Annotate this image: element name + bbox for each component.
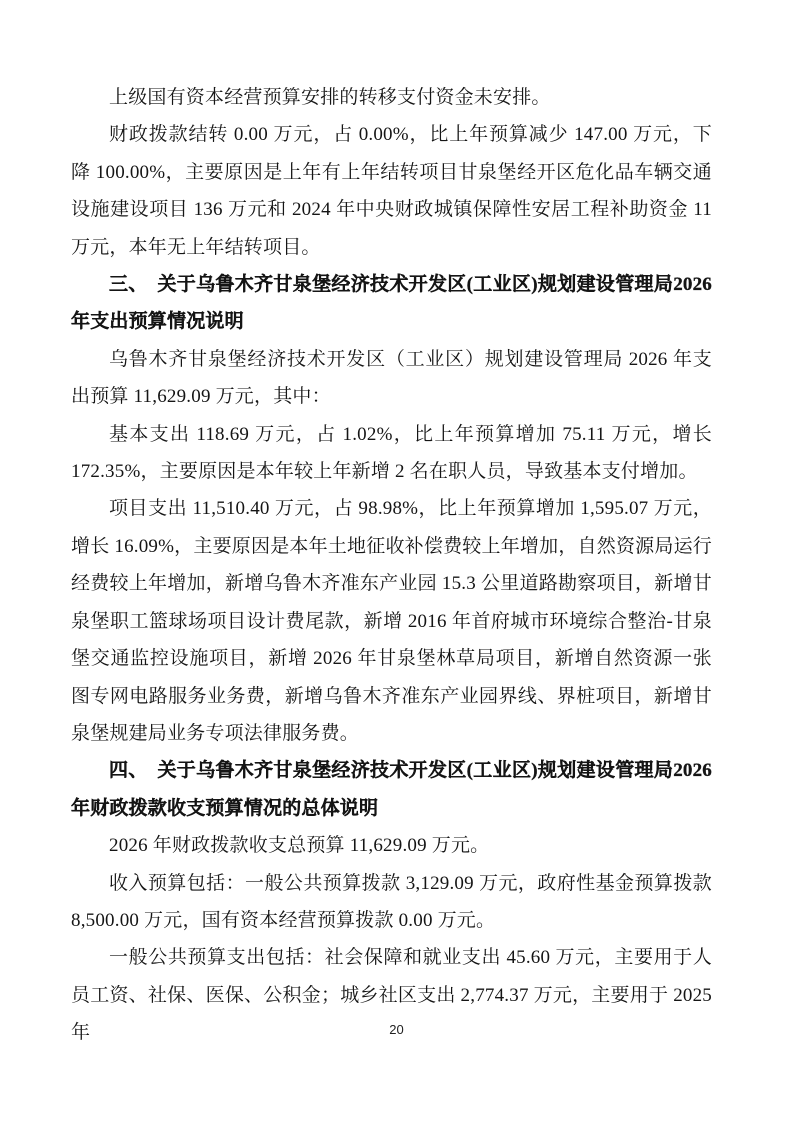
paragraph: 基本支出 118.69 万元，占 1.02%，比上年预算增加 75.11 万元，增长 172.35%，主要原因是本年较上年新增 2 名在职人员，导致基本支付增加。	[71, 423, 712, 483]
paragraph: 项目支出 11,510.40 万元，占 98.98%，比上年预算增加 1,595.07 万元，增长 16.09%，主要原因是本年土地征收补偿费较上年增加，自然资源局运行经费较上年增加，新增乌鲁木齐准东产业园 15.3 公里道路勘察项目，新增甘泉堡职工篮球场项目设计费尾款，新增 2016 年首府城市环境综合整治-甘泉堡交通监控设施项目，新增 2026 年甘泉堡林草局项目，新增自然资源一张图专网电路服务业务费，新增乌鲁木齐准东产业园界线、界桩项目，新增甘泉堡规建局业务专项法律服务费。	[71, 498, 712, 744]
section-heading: 三、 关于乌鲁木齐甘泉堡经济技术开发区(工业区)规划建设管理局2026年支出预算情况说明	[71, 274, 712, 333]
paragraph: 2026 年财政拨款收支总预算 11,629.09 万元。	[109, 835, 490, 857]
page-number: 20	[389, 1022, 404, 1037]
paragraph: 财政拨款结转 0.00 万元，占 0.00%，比上年预算减少 147.00 万元，下降 100.00%，主要原因是上年有上年结转项目甘泉堡经开区危化品车辆交通设施建设项目 136 万元和 2024 年中央财政城镇保障性安居工程补助资金 11 万元，本年无上年结转项目。	[71, 124, 712, 258]
document-body	[71, 79, 712, 1052]
page-footer	[0, 1022, 793, 1037]
section-heading: 四、 关于乌鲁木齐甘泉堡经济技术开发区(工业区)规划建设管理局2026年财政拨款收支预算情况的总体说明	[71, 760, 712, 819]
paragraph: 一般公共预算支出包括：社会保障和就业支出 45.60 万元，主要用于人员工资、社保、医保、公积金；城乡社区支出 2,774.37 万元，主要用于 2025 年	[71, 947, 712, 1044]
paragraph: 上级国有资本经营预算安排的转移支付资金未安排。	[109, 87, 551, 108]
paragraph: 收入预算包括：一般公共预算拨款 3,129.09 万元，政府性基金预算拨款 8,500.00 万元，国有资本经营预算拨款 0.00 万元。	[71, 872, 712, 931]
paragraph: 乌鲁木齐甘泉堡经济技术开发区（工业区）规划建设管理局 2026 年支出预算 11,629.09 万元，其中：	[71, 348, 712, 408]
